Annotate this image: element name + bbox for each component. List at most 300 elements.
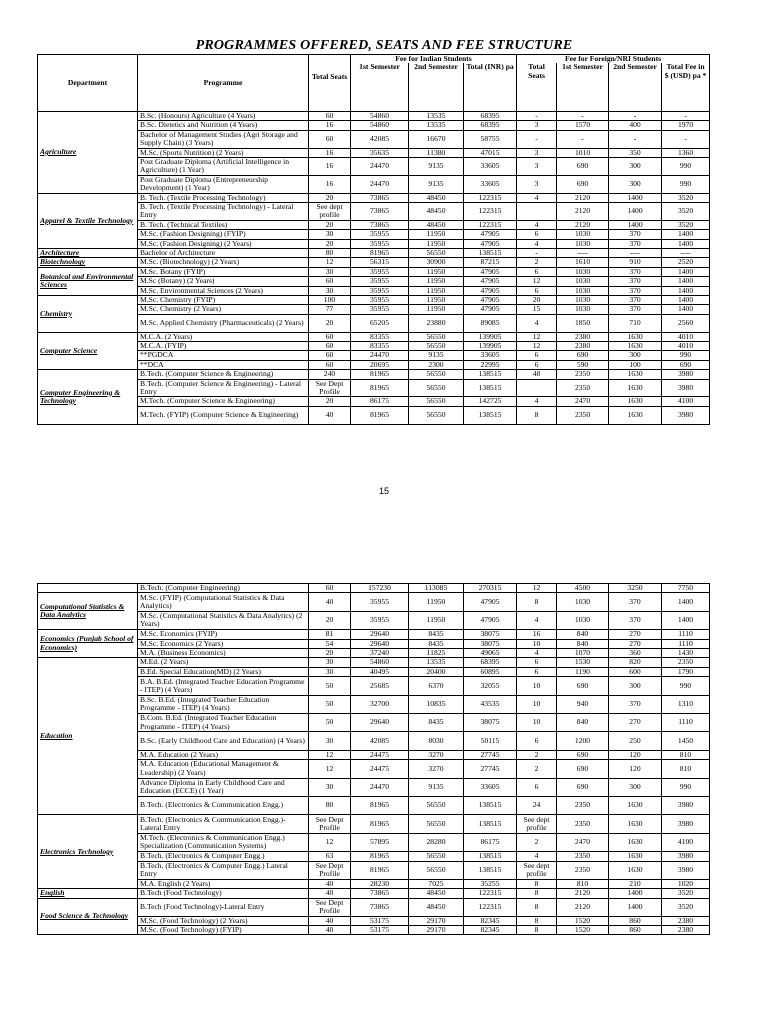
value-cell: 83355: [351, 332, 409, 341]
value-cell: 1200: [557, 732, 609, 750]
value-cell: 4010: [662, 332, 710, 341]
value-cell: 33605: [464, 351, 517, 360]
value-cell: 1610: [557, 258, 609, 267]
programme-cell: M.Sc. (Food Technology) (2 Years): [138, 916, 309, 925]
programme-cell: B.Ed. Special Education(MD) (2 Years): [138, 667, 309, 676]
col-total-inr: Total (INR) pa: [464, 63, 517, 111]
value-cell: 60: [309, 342, 351, 351]
value-cell: 24470: [351, 175, 409, 193]
value-cell: 20: [309, 314, 351, 332]
value-cell: 10835: [409, 695, 464, 713]
value-cell: 16: [309, 121, 351, 130]
value-cell: 50: [309, 677, 351, 695]
table-row: [38, 852, 710, 861]
value-cell: 11950: [409, 267, 464, 276]
value-cell: 300: [609, 157, 662, 175]
table-row: [38, 833, 710, 851]
value-cell: 35955: [351, 239, 409, 248]
value-cell: 30: [309, 286, 351, 295]
programme-cell: M.Sc. (Computational Statistics & Data Analytics) (2 Years): [138, 611, 309, 629]
value-cell: 1400: [609, 220, 662, 229]
table-row: [38, 230, 710, 239]
table-row: [38, 277, 710, 286]
value-cell: 24470: [351, 351, 409, 360]
value-cell: 30: [309, 732, 351, 750]
value-cell: 6: [517, 732, 557, 750]
value-cell: 60: [309, 360, 351, 369]
value-cell: 2120: [557, 898, 609, 916]
value-cell: 54860: [351, 121, 409, 130]
value-cell: 60895: [464, 667, 517, 676]
programme-cell: B.Sc. Dietetics and Nutrition (4 Years): [138, 121, 309, 130]
department-cell: Economics (Punjab School of Economics): [38, 630, 138, 658]
value-cell: -: [517, 249, 557, 258]
value-cell: 48450: [409, 220, 464, 229]
value-cell: 3980: [662, 796, 710, 814]
value-cell: 250: [609, 732, 662, 750]
programme-cell: M.Sc. (FYIP) (Computational Statistics & Data Analytics): [138, 593, 309, 611]
value-cell: 139905: [464, 332, 517, 341]
value-cell: 47905: [464, 286, 517, 295]
value-cell: 990: [662, 175, 710, 193]
table-row: [38, 611, 710, 629]
value-cell: 1400: [662, 611, 710, 629]
value-cell: 40: [309, 879, 351, 888]
value-cell: 87215: [464, 258, 517, 267]
value-cell: 20: [517, 296, 557, 305]
value-cell: [517, 202, 557, 220]
table-row: [38, 925, 710, 934]
value-cell: 73865: [351, 220, 409, 229]
value-cell: 48450: [409, 202, 464, 220]
value-cell: 11825: [409, 649, 464, 658]
col-programme: Programme: [138, 55, 309, 112]
fee-table-top: [37, 54, 710, 425]
value-cell: 20400: [409, 667, 464, 676]
value-cell: 1190: [557, 667, 609, 676]
value-cell: 4010: [662, 342, 710, 351]
programme-cell: Bachelor of Architecture: [138, 249, 309, 258]
department-cell: Computational Statistics & Data Analytics: [38, 593, 138, 630]
value-cell: 1630: [609, 332, 662, 341]
value-cell: 1020: [662, 879, 710, 888]
value-cell: 11950: [409, 277, 464, 286]
value-cell: 48450: [409, 193, 464, 202]
value-cell: 33605: [464, 175, 517, 193]
value-cell: 2350: [557, 379, 609, 397]
table-row: [38, 157, 710, 175]
value-cell: 42085: [351, 732, 409, 750]
value-cell: 990: [662, 351, 710, 360]
value-cell: 68395: [464, 111, 517, 120]
value-cell: 157230: [351, 584, 409, 593]
value-cell: 25685: [351, 677, 409, 695]
value-cell: 122315: [464, 898, 517, 916]
value-cell: 29170: [409, 916, 464, 925]
value-cell: 370: [609, 593, 662, 611]
value-cell: 2350: [557, 852, 609, 861]
value-cell: 138515: [464, 861, 517, 879]
value-cell: 48450: [409, 889, 464, 898]
value-cell: 2350: [557, 861, 609, 879]
value-cell: 56550: [409, 815, 464, 833]
value-cell: 1400: [609, 898, 662, 916]
programme-cell: B.Tech. (Electronics & Computer Engg.) Lateral Entry: [138, 861, 309, 879]
value-cell: 47905: [464, 230, 517, 239]
value-cell: 20: [309, 611, 351, 629]
value-cell: 60: [309, 130, 351, 148]
value-cell: 38075: [464, 630, 517, 639]
value-cell: 2120: [557, 202, 609, 220]
value-cell: 120: [609, 760, 662, 778]
value-cell: 138515: [464, 379, 517, 397]
page-title: PROGRAMMES OFFERED, SEATS AND FEE STRUCTURE: [195, 38, 573, 53]
programme-cell: B.Tech. (Electronics & Communication Engg.): [138, 796, 309, 814]
programme-cell: M.Sc. (Fashion Designing) (2 Years): [138, 239, 309, 248]
table-row: [38, 861, 710, 879]
value-cell: 48: [517, 370, 557, 379]
table-row: [38, 406, 710, 424]
value-cell: 4: [517, 314, 557, 332]
value-cell: 122315: [464, 193, 517, 202]
value-cell: See dept profile: [309, 202, 351, 220]
programme-cell: M.Sc. (Food Technology) (FYIP): [138, 925, 309, 934]
table-row: [38, 305, 710, 314]
value-cell: 12: [309, 833, 351, 851]
department-cell: [38, 584, 138, 593]
value-cell: 12: [517, 277, 557, 286]
value-cell: 81965: [351, 379, 409, 397]
value-cell: 370: [609, 296, 662, 305]
programme-cell: M.Sc. (Biotechnology) (2 Years): [138, 258, 309, 267]
programme-cell: Bachelor of Management Studies (Agri Storage and Supply Chain) (3 Years): [138, 130, 309, 148]
table-row: [38, 360, 710, 369]
value-cell: 56550: [409, 852, 464, 861]
value-cell: 3980: [662, 406, 710, 424]
value-cell: 73865: [351, 202, 409, 220]
value-cell: 350: [609, 148, 662, 157]
value-cell: 360: [609, 649, 662, 658]
value-cell: 73865: [351, 193, 409, 202]
value-cell: 56550: [409, 370, 464, 379]
value-cell: 3: [517, 175, 557, 193]
value-cell: 9135: [409, 778, 464, 796]
value-cell: 6: [517, 658, 557, 667]
value-cell: 142725: [464, 397, 517, 406]
value-cell: 86175: [351, 397, 409, 406]
col-foreign-seats: Total Seats: [517, 63, 557, 111]
value-cell: 690: [557, 750, 609, 759]
programme-cell: M.A. Education (2 Years): [138, 750, 309, 759]
value-cell: 20: [309, 193, 351, 202]
value-cell: 24475: [351, 750, 409, 759]
value-cell: 2520: [662, 258, 710, 267]
department-cell: English: [38, 889, 138, 898]
value-cell: -: [517, 130, 557, 148]
value-cell: 370: [609, 286, 662, 295]
value-cell: 3520: [662, 898, 710, 916]
col-sem1-usd: 1st Semester: [557, 63, 609, 111]
value-cell: 860: [609, 916, 662, 925]
value-cell: 270315: [464, 584, 517, 593]
value-cell: 1400: [609, 202, 662, 220]
value-cell: 43535: [464, 695, 517, 713]
col-sem2-inr: 2nd Semester: [409, 63, 464, 111]
department-cell: Architecture: [38, 249, 138, 258]
value-cell: 29640: [351, 630, 409, 639]
value-cell: 20: [309, 649, 351, 658]
value-cell: 35955: [351, 267, 409, 276]
table-row: [38, 667, 710, 676]
value-cell: 58755: [464, 130, 517, 148]
value-cell: 2470: [557, 397, 609, 406]
table-row: [38, 778, 710, 796]
value-cell: 10: [517, 695, 557, 713]
value-cell: 2560: [662, 314, 710, 332]
value-cell: 120: [609, 750, 662, 759]
value-cell: 1850: [557, 314, 609, 332]
value-cell: 20: [309, 239, 351, 248]
value-cell: 40: [309, 889, 351, 898]
value-cell: 10: [517, 639, 557, 648]
department-cell: Computer Science: [38, 332, 138, 370]
value-cell: 2120: [557, 220, 609, 229]
value-cell: 1630: [609, 370, 662, 379]
value-cell: 65205: [351, 314, 409, 332]
programme-cell: M.Tech. (Electronics & Communication Engg.) Specialization (Communication Systems): [138, 833, 309, 851]
programme-cell: B.Tech (Food Technology)-Lateral Entry: [138, 898, 309, 916]
value-cell: 16: [309, 157, 351, 175]
value-cell: 4: [517, 649, 557, 658]
value-cell: See dept profile: [517, 815, 557, 833]
programme-cell: **DCA: [138, 360, 309, 369]
value-cell: 2380: [662, 925, 710, 934]
programme-cell: Post Graduate Diploma (Entrepreneurship Development) (1 Year): [138, 175, 309, 193]
value-cell: 81965: [351, 815, 409, 833]
programme-cell: M.A. English (2 Years): [138, 879, 309, 888]
value-cell: 3980: [662, 379, 710, 397]
value-cell: 3520: [662, 889, 710, 898]
value-cell: 40495: [351, 667, 409, 676]
value-cell: 6: [517, 778, 557, 796]
value-cell: 1110: [662, 714, 710, 732]
value-cell: 12: [517, 332, 557, 341]
value-cell: 840: [557, 630, 609, 639]
value-cell: 690: [557, 351, 609, 360]
value-cell: 1030: [557, 239, 609, 248]
value-cell: 8030: [409, 732, 464, 750]
value-cell: 11950: [409, 305, 464, 314]
programme-cell: M.Sc. Botany (FYIP): [138, 267, 309, 276]
value-cell: 2350: [557, 406, 609, 424]
table-row: [38, 760, 710, 778]
department-cell: Apparel & Textile Technology: [38, 193, 138, 248]
value-cell: 8: [517, 925, 557, 934]
value-cell: 810: [662, 750, 710, 759]
value-cell: 20: [309, 397, 351, 406]
value-cell: 3520: [662, 202, 710, 220]
value-cell: 32700: [351, 695, 409, 713]
value-cell: 1630: [609, 833, 662, 851]
table-row: [38, 593, 710, 611]
value-cell: 3980: [662, 861, 710, 879]
value-cell: 54860: [351, 111, 409, 120]
value-cell: -: [557, 111, 609, 120]
value-cell: 3980: [662, 852, 710, 861]
value-cell: 20695: [351, 360, 409, 369]
value-cell: 860: [609, 925, 662, 934]
value-cell: 35955: [351, 611, 409, 629]
value-cell: 89085: [464, 314, 517, 332]
value-cell: 810: [662, 760, 710, 778]
value-cell: 1630: [609, 342, 662, 351]
value-cell: 30: [309, 267, 351, 276]
value-cell: 35635: [351, 148, 409, 157]
value-cell: 2350: [557, 815, 609, 833]
value-cell: 53175: [351, 916, 409, 925]
value-cell: 63: [309, 852, 351, 861]
table-row: [38, 677, 710, 695]
value-cell: 1070: [557, 649, 609, 658]
value-cell: 8: [517, 879, 557, 888]
value-cell: 8: [517, 898, 557, 916]
programme-cell: Post Graduate Diploma (Artificial Intelligence in Agriculture) (1 Year): [138, 157, 309, 175]
value-cell: 54860: [351, 658, 409, 667]
value-cell: 81965: [351, 370, 409, 379]
table-row: [38, 584, 710, 593]
value-cell: 6: [517, 360, 557, 369]
value-cell: 28280: [409, 833, 464, 851]
value-cell: 8: [517, 916, 557, 925]
value-cell: 1400: [609, 889, 662, 898]
value-cell: 60: [309, 111, 351, 120]
value-cell: 1570: [557, 121, 609, 130]
table-row: [38, 332, 710, 341]
table-row: [38, 916, 710, 925]
value-cell: 47905: [464, 593, 517, 611]
value-cell: 8435: [409, 714, 464, 732]
programme-cell: B. Tech. (Textile Processing Technology): [138, 193, 309, 202]
value-cell: 6: [517, 667, 557, 676]
value-cell: 1400: [662, 286, 710, 295]
value-cell: 56550: [409, 342, 464, 351]
value-cell: 1030: [557, 277, 609, 286]
value-cell: 1030: [557, 611, 609, 629]
value-cell: 1110: [662, 630, 710, 639]
value-cell: 4100: [662, 833, 710, 851]
programme-cell: B.Tech. (Computer Engineering): [138, 584, 309, 593]
value-cell: 53175: [351, 925, 409, 934]
value-cell: 56550: [409, 249, 464, 258]
value-cell: 30: [309, 230, 351, 239]
value-cell: 35955: [351, 230, 409, 239]
value-cell: 11380: [409, 148, 464, 157]
value-cell: 37240: [351, 649, 409, 658]
table-row: [38, 130, 710, 148]
value-cell: See Dept Profile: [309, 379, 351, 397]
value-cell: 1110: [662, 639, 710, 648]
value-cell: 68395: [464, 658, 517, 667]
programme-cell: M.Sc. Chemistry (FYIP): [138, 296, 309, 305]
value-cell: 1630: [609, 815, 662, 833]
table-row: [38, 732, 710, 750]
value-cell: 840: [557, 639, 609, 648]
value-cell: 690: [557, 157, 609, 175]
value-cell: 1030: [557, 296, 609, 305]
programme-cell: B.Tech. (Electronics & Computer Engg.): [138, 852, 309, 861]
value-cell: 80: [309, 796, 351, 814]
value-cell: 56550: [409, 406, 464, 424]
programme-cell: M.Ed. (2 Years): [138, 658, 309, 667]
table-row: [38, 111, 710, 120]
programme-cell: Advance Diploma in Early Childhood Care and Education (ECCE) (1 Year): [138, 778, 309, 796]
value-cell: 81965: [351, 861, 409, 879]
table-row: [38, 249, 710, 258]
value-cell: 4100: [662, 397, 710, 406]
department-cell: Biotechnology: [38, 258, 138, 267]
table-row: [38, 267, 710, 276]
value-cell: 29640: [351, 639, 409, 648]
value-cell: See Dept Profile: [309, 861, 351, 879]
table-row: [38, 695, 710, 713]
value-cell: 2380: [557, 342, 609, 351]
value-cell: 690: [557, 778, 609, 796]
value-cell: 38075: [464, 639, 517, 648]
department-cell: Chemistry: [38, 296, 138, 333]
value-cell: 300: [609, 778, 662, 796]
table-row: [38, 202, 710, 220]
department-cell: Electronics Technology: [38, 815, 138, 889]
foreign-fee-group: Fee for Foreign/NRI Students: [517, 55, 710, 64]
value-cell: 1400: [662, 267, 710, 276]
value-cell: -: [609, 130, 662, 148]
value-cell: 240: [309, 370, 351, 379]
value-cell: 270: [609, 714, 662, 732]
value-cell: 33605: [464, 778, 517, 796]
value-cell: See dept profile: [517, 861, 557, 879]
programme-cell: M.Sc. (Fashion Designing) (FYIP): [138, 230, 309, 239]
value-cell: 1030: [557, 593, 609, 611]
value-cell: 600: [609, 667, 662, 676]
value-cell: 910: [609, 258, 662, 267]
value-cell: 810: [557, 879, 609, 888]
value-cell: 2: [517, 760, 557, 778]
value-cell: 35955: [351, 286, 409, 295]
table-row: [38, 397, 710, 406]
value-cell: 9135: [409, 175, 464, 193]
table-row: [38, 220, 710, 229]
value-cell: 47905: [464, 267, 517, 276]
col-sem1-inr: 1st Semester: [351, 63, 409, 111]
table-row: [38, 286, 710, 295]
value-cell: 3250: [609, 584, 662, 593]
value-cell: 4500: [557, 584, 609, 593]
value-cell: -: [557, 130, 609, 148]
value-cell: 22995: [464, 360, 517, 369]
value-cell: 8435: [409, 639, 464, 648]
programme-cell: B. Tech. (Textile Processing Technology) - Lateral Entry: [138, 202, 309, 220]
value-cell: 16: [309, 148, 351, 157]
value-cell: 4: [517, 852, 557, 861]
value-cell: 6: [517, 230, 557, 239]
value-cell: 300: [609, 175, 662, 193]
value-cell: 2: [517, 258, 557, 267]
value-cell: 690: [662, 360, 710, 369]
value-cell: -: [662, 111, 710, 120]
value-cell: 60: [309, 277, 351, 286]
value-cell: 1030: [557, 267, 609, 276]
value-cell: 370: [609, 611, 662, 629]
